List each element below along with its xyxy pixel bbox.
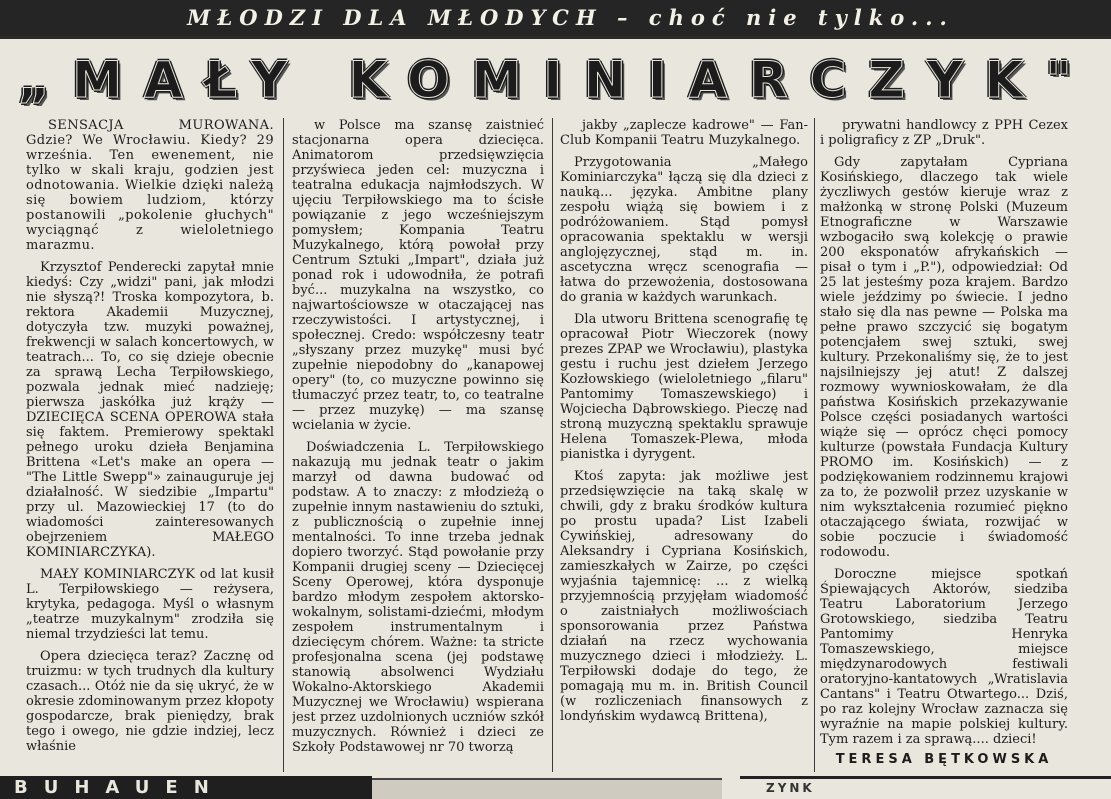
footer-right-text: ZYNK — [766, 781, 815, 795]
paragraph: Dla utworu Brittena scenografię tę opracował Piotr Wieczorek (nowy prezes ZPAP we Wrocławiu), plastyka gestu i ruchu jest dziełem Jerzego Kozłowskiego (wieloletniego „filaru" Pantomimy Tomaszewskiego) i Wojciecha Dąbrowskiego. Pieczę nad stroną muzyczną spektaklu sprawuje Helena Tomaszek-Plewa, młoda pianistka i dyrygent. — [560, 312, 808, 462]
footer-strip — [0, 776, 1111, 799]
paragraph: Krzysztof Penderecki zapytał mnie kiedyś: Czy „widzi" pani, jak młodzi nie słyszą?! Troska kompozytora, b. rektora Akademii Muzycznej, dotyczyła tzw. muzyki poważnej, frekwencji w salach koncertowych, w teatrach... To, co się dzieje obecnie za sprawą Lecha Terpiłowskiego, pozwala jednak mieć nadzieję; pierwsza jaskółka już krąży — DZIECIĘCA SCENA OPEROWA stała się faktem. Premierowy spektakl pełnego uroku dzieła Benjamina Brittena «Let's make an opera — "The Little Swepp"» zainauguruje jej działalność. W siedzibie „Impartu" przy ul. Mazowieckiej 17 (to do wiadomości zainteresowanych obejrzeniem MAŁEGO KOMINIARCZYKA). — [26, 260, 274, 560]
article-column-1 — [26, 118, 274, 772]
paragraph: Przygotowania „Małego Kominiarczyka" łączą się dla dzieci z nauką... języka. Ambitne plany zespołu wiążą się bowiem i z podróżowaniem. Stąd pomysł opracowania spektaklu w wersji anglojęzycznej, stąd m. in. ascetyczna wręcz scenografia — łatwa do przewożenia, dostosowana do grania w każdych warunkach. — [560, 155, 808, 305]
footer-image-fragment — [372, 778, 722, 799]
paragraph: Doroczne miejsce spotkań Śpiewających Aktorów, siedziba Teatru Laboratorium Jerzego Grotowskiego, siedziba Teatru Pantomimy Henryka Tomaszewskiego, miejsce międzynarodowych festiwali oratoryjno-kantatowych „Wratislavia Cantans" i Teatru Otwartego... Dziś, po raz kolejny Wrocław zaznacza się wyraźnie na mapie polskiej kultury. Tym razem i za sprawą.... dzieci! — [820, 567, 1068, 747]
paragraph: Ktoś zapyta: jak możliwe jest przedsięwzięcie na taką skalę w chwili, gdy z braku środków kultura po prostu upada? List Izabeli Cywińskiej, adresowany do Aleksandry i Cypriana Kosińskich, zamieszkałych w Zairze, po części wyjaśnia tajemnicę: ... z wielką przyjemnością przyjęłam wiadomość o zaistniałych możliwościach sponsorowania przez Państwa działań na rzecz wychowania muzycznego dzieci i młodzieży. L. Terpiłowski dodaje do tego, że pomagają mu m. in. British Council (w rozliczeniach finansowych z londyńskim wydawcą Brittena), — [560, 469, 808, 724]
section-header: MŁODZI DLA MŁODYCH – choć nie tylko... — [0, 0, 1111, 36]
footer-right-fragment — [740, 776, 1111, 799]
next-article-header — [0, 776, 372, 799]
column-divider — [283, 118, 284, 772]
paragraph: MAŁY KOMINIARCZYK od lat kusił L. Terpiłowskiego — reżysera, krytyka, pedagoga. Myśl o własnym „teatrze muzykalnym" zrodziła się niemal trzydzieści lat temu. — [26, 567, 274, 642]
article-column-2 — [292, 118, 544, 772]
column-divider — [814, 118, 815, 772]
paragraph: jakby „zaplecze kadrowe" — Fan-Club Kompanii Teatru Muzykalnego. — [560, 118, 808, 148]
header-rule — [0, 36, 1111, 39]
paragraph: Gdy zapytałam Cypriana Kosińskiego, dlaczego tak wiele życzliwych gestów kieruje wraz z małżonką w stronę Polski (Muzeum Etnograficzne w Warszawie wzbogaciło swą kolekcję o prawie 200 eksponatów afrykańskich — pisał o tym i „P."), odpowiedział: Od 25 lat jesteśmy poza krajem. Bardzo wiele jeździmy po świecie. I jedno stało się dla nas pewne — Polska ma pełne prawo szczycić się bogatym potencjałem swej sztuki, swej kultury. Przekonaliśmy się, że to jest najsilniejszy jej atut! Z dalszej rozmowy wywnioskowałam, że dla państwa Kosińskich przekazywanie Polsce części posiadanych wartości wiąże się — oprócz chęci pomocy kulturze (powstała Fundacja Kultury PROMO im. Kosińskich) — z podziękowaniem rodzinnemu krajowi za to, że pozwolił przez uzyskanie w nim wykształcenia rozumieć piękno otaczającego świata, rozwijać w sobie poczucie i świadomość rodowodu. — [820, 155, 1068, 560]
paragraph: prywatni handlowcy z PPH Cezex i poligraficy z ZP „Druk". — [820, 118, 1068, 148]
paragraph: Doświadczenia L. Terpiłowskiego nakazują mu jednak teatr o jakim marzył od dawna budować od podstaw. A to znaczy: z młodzieżą o zupełnie innym nastawieniu do sztuki, z publicznością o zupełnie innej mentalności. To inne trzeba jednak dopiero tworzyć. Stąd powołanie przy Kompanii drugiej sceny — Dziecięcej Sceny Operowej, która dysponuje bardzo młodym zespołem aktorsko-wokalnym, solistami-dziećmi, młodym zespołem instrumentalnym i dziecięcym chórem. Ważne: ta stricte profesjonalna scena (jej podstawę stanowią absolwenci Wydziału Wokalno-Aktorskiego Akademii Muzycznej we Wrocławiu) wspierana jest przez uzdolnionych uczniów szkół muzycznych. Również i dzieci ze Szkoły Podstawowej nr 70 tworzą — [292, 440, 544, 755]
paragraph: w Polsce ma szansę zaistnieć stacjonarna opera dziecięca. Animatorom przedsięwzięcia przyświeca jeden cel: muzyczna i teatralna edukacja najmłodszych. W ujęciu Terpiłowskiego ma to ścisłe powiązanie z jego wcześniejszym pomysłem; Kompania Teatru Muzykalnego, którą powołał przy Centrum Sztuki „Impart", działa już ponad rok i udowodniła, że potrafi być... muzykalna na wszystko, co najwartościowsze w otaczającej nas rzeczywistości. I artystycznej, i społecznej. Credo: współczesny teatr „słyszany przez muzykę" musi być zupełnie niepodobny do „kanapowej opery" (to, co muzyczne powinno się tłumaczyć przez teatr, to, co teatralne — przez muzykę) — ma szansę wcielania w życie. — [292, 118, 544, 433]
author-byline: TERESA BĘTKOWSKA — [835, 752, 1053, 767]
paragraph: Opera dziecięca teraz? Zacznę od truizmu: w tych trudnych dla kultury czasach... Otóż nie da się ukryć, że w okresie zdominowanym przez kłopoty gospodarcze, brak pieniędzy, brak tego i owego, nie gdzie indziej, lecz właśnie — [26, 649, 274, 754]
paragraph: SENSACJA MUROWANA. Gdzie? We Wrocławiu. Kiedy? 29 września. Ten ewenement, nie tylko w skali kraju, godzien jest odnotowania. Wielkie dzięki należą się bowiem ludziom, którzy postanowili „pokolenie głuchych" wyciągnąć z wieloletniego marazmu. — [26, 118, 274, 253]
column-divider — [552, 118, 553, 772]
article-column-3 — [560, 118, 808, 772]
next-article-fragment: BUHAUEN — [14, 778, 225, 798]
article-column-4 — [820, 118, 1068, 748]
article-title: „MAŁY KOMINIARCZYK" — [17, 51, 1094, 109]
